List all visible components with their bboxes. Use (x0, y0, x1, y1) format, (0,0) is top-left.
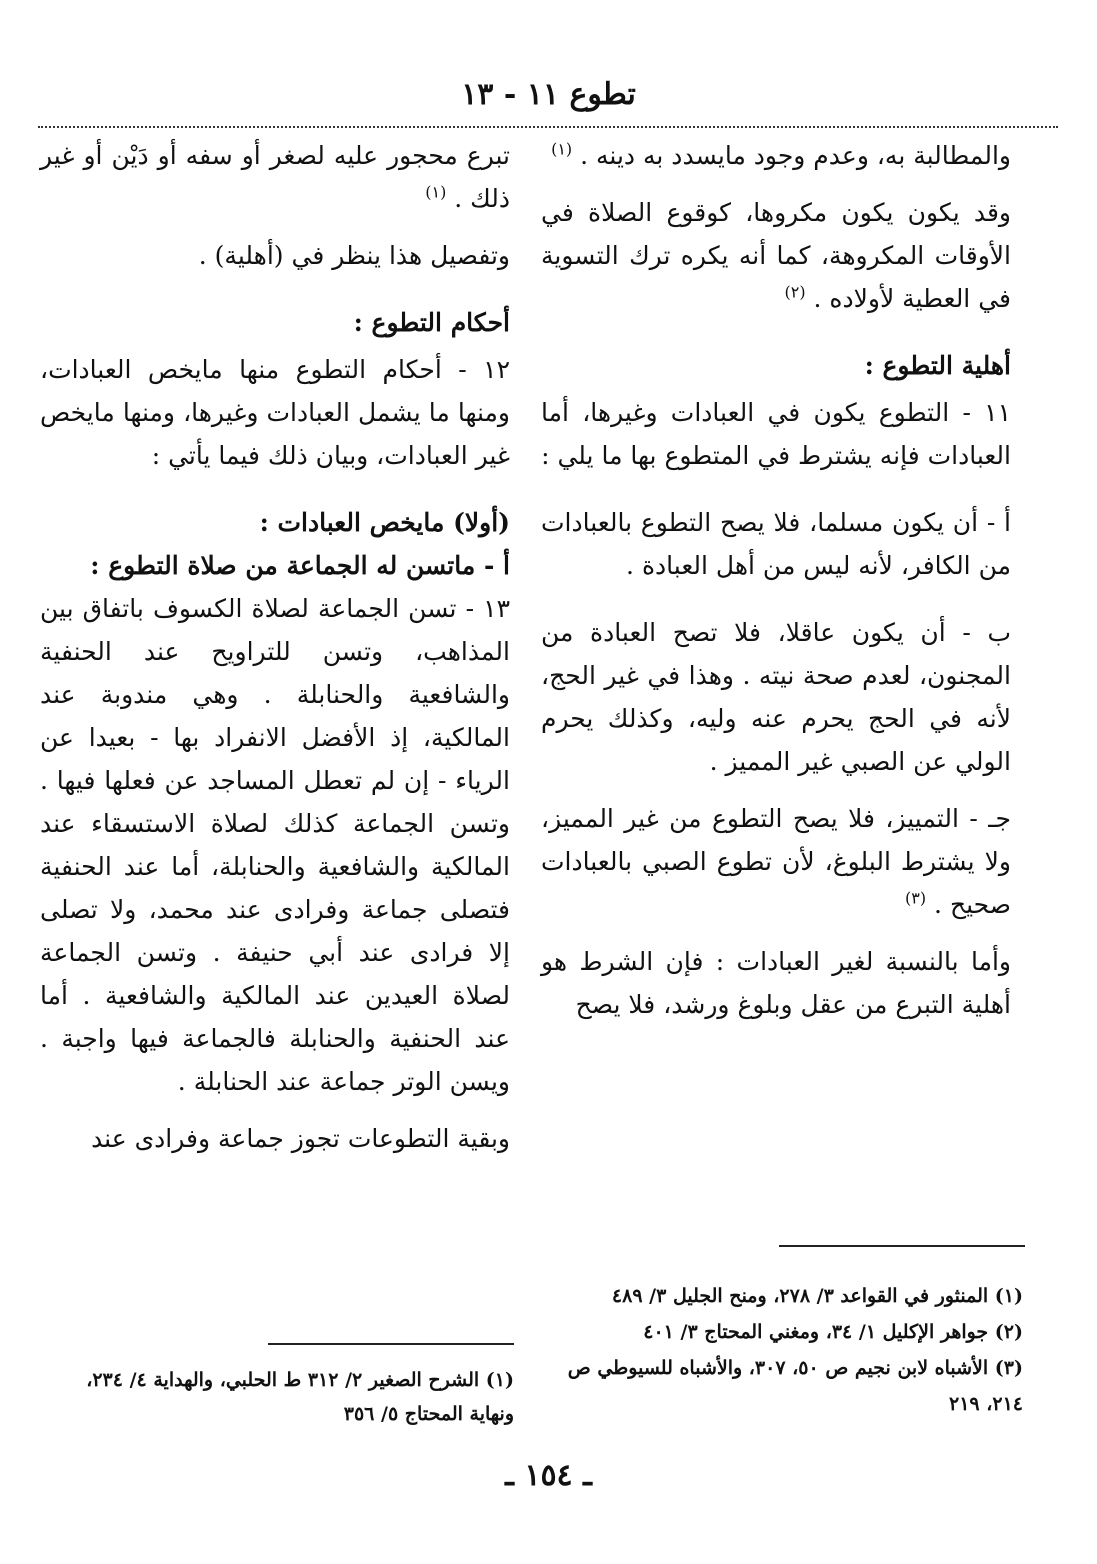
footnote-ref: (٢) (784, 282, 806, 302)
section-heading-ahliyyah: أهلية التطوع : (864, 351, 1011, 380)
footnote-ref: (٣) (905, 888, 927, 908)
footnote: (٣) الأشباه لابن نجيم ص ٥٠، ٣٠٧، والأشباه للسيوطي ص ٢١٤، ٢١٩ (567, 1357, 1023, 1415)
subheading-a: أ - ماتسن له الجماعة من صلاة التطوع : (90, 551, 510, 580)
paragraph: وقد يكون يكون مكروها، كوقوع الصلاة في الأوقات المكروهة، كما أنه يكره ترك التسوية في العطية لأولاده . $^{(٢)}$ (541, 198, 1011, 313)
paragraph-12: ١٢ - أحكام التطوع منها مايخص العبادات، ومنها ما يشمل العبادات وغيرها، ومنها مايخص غير العبادات، وبيان ذلك فيما يأتي : (40, 355, 510, 470)
paragraph-13: ١٣ - تسن الجماعة لصلاة الكسوف باتفاق بين المذاهب، وتسن للتراويح عند الحنفية والشافعية والحنابلة . وهي مندوبة عند المالكية، إذ الأفضل الانفراد بها - بعيدا عن الرياء - إن لم تعطل المساجد عن فعلها فيها . وتسن الجماعة كذلك لصلاة الاستسقاء عند المالكية والشافعية والحنابلة، أما عند الحنفية فتصلى جماعة وفرادى عند محمد، ولا تصلى إلا فرادى عند أبي حنيفة . وتسن الجماعة لصلاة العيدين عند المالكية والشافعية . أما عند الحنفية والحنابلة فالجماعة فيها واجبة . ويسن الوتر جماعة عند الحنابلة . (40, 594, 510, 1096)
page-number: ـ ١٥٤ ـ (505, 1458, 592, 1493)
footnotes-right (543, 1278, 1023, 1422)
footnote-divider (779, 1245, 1025, 1247)
footnote: (١) الشرح الصغير ٢/ ٣١٢ ط الحلبي، والهداية ٤/ ٢٣٤، ونهاية المحتاج ٥/ ٣٥٦ (86, 1369, 514, 1425)
section-heading-ahkam: أحكام التطوع : (353, 308, 510, 337)
condition-b: ب - أن يكون عاقلا، فلا تصح العبادة من المجنون، لعدم صحة نيته . وهذا في غير الحج، لأنه في الحج يحرم عنه وليه، وكذلك يحرم الولي عن الصبي غير المميز . (541, 618, 1011, 776)
paragraph: وأما بالنسبة لغير العبادات : فإن الشرط هو أهلية التبرع من عقل وبلوغ ورشد، فلا يصح (541, 947, 1011, 1019)
paragraph: تبرع محجور عليه لصغر أو سفه أو دَيْن أو غير ذلك . $^{(١)}$ (40, 141, 510, 213)
paragraph: وبقية التطوعات تجوز جماعة وفرادى عند (91, 1124, 510, 1153)
paragraph-11: ١١ - التطوع يكون في العبادات وغيرها، أما العبادات فإنه يشترط في المتطوع بها ما يلي : (541, 398, 1011, 470)
condition-c: جـ - التمييز، فلا يصح التطوع من غير المميز، ولا يشترط البلوغ، لأن تطوع الصبي بالعبادات صحيح . $^{(٣)}$ (541, 804, 1011, 919)
footnote: (٢) جواهر الإكليل ١/ ٣٤، ومغني المحتاج ٣/ ٤٠١ (643, 1321, 1023, 1343)
condition-a: أ - أن يكون مسلما، فلا يصح التطوع بالعبادات من الكافر، لأنه ليس من أهل العبادة . (541, 508, 1011, 580)
footnotes-left (40, 1363, 514, 1431)
footnote: (١) المنثور في القواعد ٣/ ٢٧٨، ومنح الجليل ٣/ ٤٨٩ (611, 1285, 1023, 1307)
running-header: تطوع ١١ - ١٣ (461, 77, 636, 112)
left-column (40, 134, 510, 1174)
paragraph: وتفصيل هذا ينظر في (أهلية) . (198, 241, 510, 270)
footnote-ref: (١) (425, 182, 447, 202)
subheading-first: (أولا) مايخص العبادات : (259, 508, 510, 537)
right-column (541, 134, 1011, 1040)
footnote-ref: (١) (551, 139, 573, 159)
header-divider (38, 126, 1058, 128)
footnote-divider (268, 1343, 514, 1345)
paragraph: والمطالبة به، وعدم وجود مايسدد به دينه . $^{(١)}$ (551, 139, 1011, 170)
